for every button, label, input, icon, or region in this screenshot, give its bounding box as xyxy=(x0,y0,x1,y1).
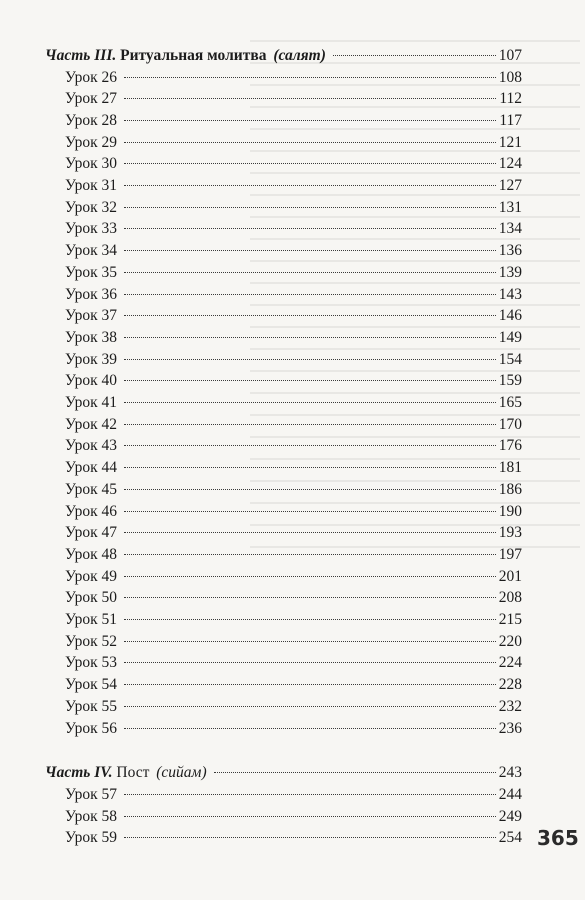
lesson-label: Урок 31 xyxy=(65,177,118,194)
lesson-label: Урок 56 xyxy=(65,719,118,737)
toc-lesson-row[interactable] xyxy=(65,785,522,805)
lesson-page: 108 xyxy=(498,68,522,86)
lesson-page: 165 xyxy=(498,394,522,411)
lesson-label: Урок 43 xyxy=(65,437,118,455)
lesson-label: Урок 35 xyxy=(65,263,118,281)
toc-lesson-row[interactable] xyxy=(65,436,522,456)
lesson-label: Урок 38 xyxy=(65,328,118,346)
toc-lesson-row[interactable] xyxy=(65,89,522,109)
lesson-page: 224 xyxy=(498,654,522,672)
part-4-page: 243 xyxy=(498,764,522,781)
toc-lesson-row[interactable] xyxy=(65,653,522,673)
lesson-page: 131 xyxy=(498,198,522,216)
lesson-label: Урок 54 xyxy=(65,676,118,694)
lesson-label: Урок 53 xyxy=(65,654,118,672)
lesson-page: 134 xyxy=(498,220,522,238)
lesson-label: Урок 45 xyxy=(65,480,118,498)
dot-leader xyxy=(124,228,496,229)
lesson-label: Урок 58 xyxy=(65,807,118,825)
lesson-label: Урок 59 xyxy=(65,829,118,847)
lesson-label: Урок 34 xyxy=(65,242,118,260)
lesson-label: Урок 30 xyxy=(65,155,118,173)
dot-leader xyxy=(333,55,496,56)
lesson-page: 201 xyxy=(498,567,522,585)
toc-lesson-row[interactable] xyxy=(65,675,522,695)
dot-leader xyxy=(124,794,496,795)
lesson-label: Урок 39 xyxy=(65,350,118,368)
part-4-main-title: Пост xyxy=(116,764,150,781)
part-3-number: III. xyxy=(94,47,117,64)
toc-lesson-row[interactable] xyxy=(65,176,522,196)
toc-part-3[interactable] xyxy=(45,46,522,66)
dot-leader xyxy=(214,772,496,773)
dot-leader xyxy=(124,337,496,338)
toc-lesson-row[interactable] xyxy=(65,350,522,370)
dot-leader xyxy=(124,315,496,316)
toc-lesson-row[interactable] xyxy=(65,567,522,587)
lesson-label: Урок 49 xyxy=(65,567,118,585)
lesson-label: Урок 50 xyxy=(65,589,118,607)
dot-leader xyxy=(124,816,496,817)
dot-leader xyxy=(124,489,496,490)
dot-leader xyxy=(124,641,496,642)
toc-lesson-row[interactable] xyxy=(65,719,522,739)
toc-lesson-row[interactable] xyxy=(65,133,522,153)
lesson-page: 176 xyxy=(498,437,522,455)
toc-lesson-row[interactable] xyxy=(65,241,522,261)
dot-leader xyxy=(124,98,496,99)
dot-leader xyxy=(124,359,496,360)
lesson-page: 208 xyxy=(498,589,522,607)
lesson-page: 244 xyxy=(498,786,522,803)
dot-leader xyxy=(124,185,496,186)
dot-leader xyxy=(124,619,496,620)
lesson-label: Урок 52 xyxy=(65,632,118,650)
part-3-main-title: Ритуальная молитва xyxy=(120,47,267,64)
lesson-page: 193 xyxy=(498,524,522,542)
toc-lesson-row[interactable] xyxy=(65,502,522,522)
lesson-page: 146 xyxy=(498,307,522,325)
lesson-label: Урок 27 xyxy=(65,90,118,108)
lesson-page: 186 xyxy=(498,480,522,498)
dot-leader xyxy=(124,272,496,273)
part-3-paren-open: ( xyxy=(273,47,279,64)
dot-leader xyxy=(124,662,496,663)
dot-leader xyxy=(124,207,496,208)
lesson-label: Урок 51 xyxy=(65,611,118,628)
lesson-label: Урок 48 xyxy=(65,545,118,563)
toc-lesson-row[interactable] xyxy=(65,632,522,652)
toc-lesson-row[interactable] xyxy=(65,306,522,326)
lesson-page: 154 xyxy=(498,350,522,368)
dot-leader xyxy=(124,706,496,707)
lesson-page: 159 xyxy=(498,372,522,390)
toc-lesson-row[interactable] xyxy=(65,588,522,608)
lesson-page: 170 xyxy=(498,415,522,433)
toc-lesson-row[interactable] xyxy=(65,371,522,391)
lesson-label: Урок 36 xyxy=(65,285,118,303)
lesson-page: 197 xyxy=(498,545,522,563)
dot-leader xyxy=(124,380,496,381)
dot-leader xyxy=(124,250,496,251)
dot-leader xyxy=(124,77,496,78)
dot-leader xyxy=(124,142,496,143)
toc-lesson-row[interactable] xyxy=(65,480,522,500)
lesson-page: 215 xyxy=(498,611,522,628)
toc-lesson-row[interactable] xyxy=(65,111,522,131)
toc-lesson-row[interactable] xyxy=(65,458,522,478)
dot-leader xyxy=(124,467,496,468)
lesson-page: 143 xyxy=(498,285,522,303)
dot-leader xyxy=(124,294,496,295)
dot-leader xyxy=(124,402,496,403)
lesson-label: Урок 32 xyxy=(65,198,118,216)
dot-leader xyxy=(124,424,496,425)
toc-lesson-row[interactable] xyxy=(65,263,522,283)
lesson-label: Урок 42 xyxy=(65,415,118,433)
lesson-page: 220 xyxy=(498,632,522,650)
part-4-title xyxy=(45,763,211,783)
toc-lesson-row[interactable] xyxy=(65,523,522,543)
part-3-paren-close: ) xyxy=(320,47,326,64)
part-4-italic-title: сийам xyxy=(161,764,202,781)
dot-leader xyxy=(124,684,496,685)
dot-leader xyxy=(124,576,496,577)
lesson-page: 112 xyxy=(499,90,522,108)
part-3-prefix: Часть xyxy=(45,47,91,64)
dot-leader xyxy=(124,163,496,164)
lesson-page: 228 xyxy=(498,676,522,694)
dot-leader xyxy=(124,837,496,838)
dot-leader xyxy=(124,597,496,598)
part-4-paren-close: ) xyxy=(201,764,207,781)
lesson-page: 124 xyxy=(498,155,522,173)
lesson-page: 117 xyxy=(499,111,522,129)
page-number: 365 xyxy=(537,826,579,850)
lesson-page: 254 xyxy=(498,829,522,847)
dot-leader xyxy=(124,532,496,533)
lesson-page: 121 xyxy=(498,133,522,151)
lesson-label: Урок 44 xyxy=(65,459,118,477)
toc-lesson-row[interactable] xyxy=(65,393,522,413)
lesson-page: 181 xyxy=(498,459,522,477)
part-4-paren-open: ( xyxy=(156,764,162,781)
dot-leader xyxy=(124,728,496,729)
toc-lesson-row[interactable] xyxy=(65,154,522,174)
part-4-prefix: Часть xyxy=(45,764,91,781)
lesson-page: 236 xyxy=(498,719,522,737)
lesson-page: 139 xyxy=(498,263,522,281)
lesson-label: Урок 57 xyxy=(65,786,118,803)
part-3-page: 107 xyxy=(498,47,522,64)
part-4-number: IV. xyxy=(94,764,113,781)
toc-lesson-row[interactable] xyxy=(65,328,522,348)
lesson-label: Урок 55 xyxy=(65,697,118,715)
part-3-title xyxy=(45,46,330,66)
toc-lesson-row[interactable] xyxy=(65,807,522,827)
lesson-page: 249 xyxy=(498,807,522,825)
dot-leader xyxy=(124,445,496,446)
toc-lesson-row[interactable] xyxy=(65,828,522,848)
dot-leader xyxy=(124,120,496,121)
lesson-page: 127 xyxy=(498,177,522,194)
dot-leader xyxy=(124,511,496,512)
part-3-italic-title: салят xyxy=(278,47,321,64)
toc-lesson-row[interactable] xyxy=(65,415,522,435)
lesson-label: Урок 26 xyxy=(65,68,118,86)
lesson-label: Урок 40 xyxy=(65,372,118,390)
toc-lesson-row[interactable] xyxy=(65,285,522,305)
toc-part-4[interactable] xyxy=(45,763,522,783)
lesson-page: 190 xyxy=(498,502,522,520)
toc-lesson-row[interactable] xyxy=(65,697,522,717)
lesson-label: Урок 33 xyxy=(65,220,118,238)
lesson-page: 149 xyxy=(498,328,522,346)
lesson-label: Урок 28 xyxy=(65,111,118,129)
lesson-label: Урок 46 xyxy=(65,502,118,520)
toc-lesson-row[interactable] xyxy=(65,610,522,630)
lesson-label: Урок 37 xyxy=(65,307,118,325)
lesson-label: Урок 29 xyxy=(65,133,118,151)
toc-lesson-row[interactable] xyxy=(65,545,522,565)
lesson-label: Урок 41 xyxy=(65,394,118,411)
toc-lesson-row[interactable] xyxy=(65,198,522,218)
toc-lesson-row[interactable] xyxy=(65,68,522,88)
dot-leader xyxy=(124,554,496,555)
toc-lesson-row[interactable] xyxy=(65,219,522,239)
lesson-page: 232 xyxy=(498,697,522,715)
lesson-page: 136 xyxy=(498,242,522,260)
lesson-label: Урок 47 xyxy=(65,524,118,542)
